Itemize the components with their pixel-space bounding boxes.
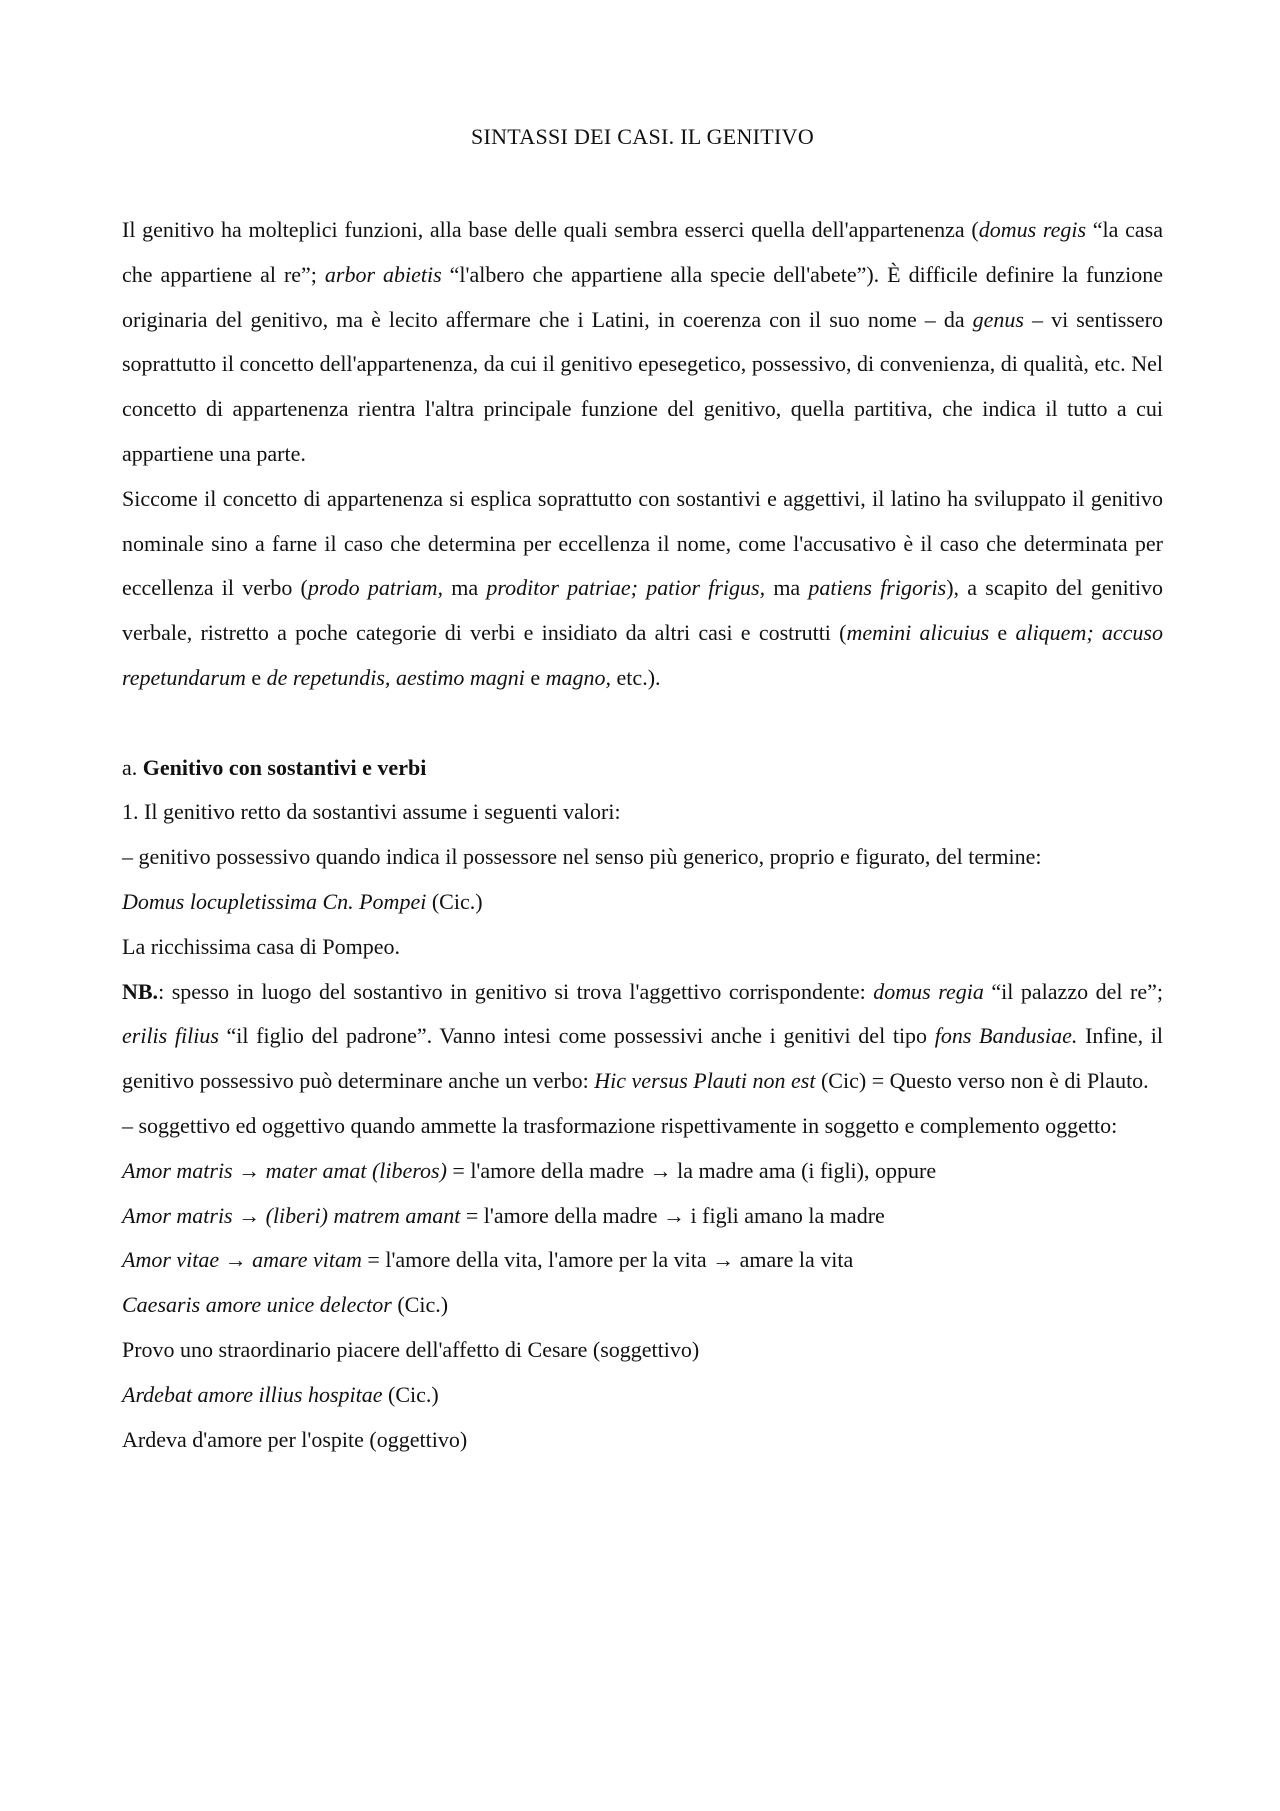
italian-translation: Ardeva d'amore per l'ospite (oggettivo)	[122, 1426, 468, 1452]
italian-translation: La ricchissima casa di Pompeo.	[122, 933, 400, 959]
possessive-definition: – genitivo possessivo quando indica il possessore nel senso più generico, proprio e figurato, del termine:	[122, 844, 1042, 870]
numbered-item: 1. Il genitivo retto da sostantivi assume i seguenti valori:	[122, 799, 621, 825]
section-heading: a. Genitivo con sostantivi e verbi	[122, 754, 427, 780]
italian-translation: Provo uno straordinario piacere dell'affetto di Cesare (soggettivo)	[122, 1336, 700, 1362]
intro-paragraph-2: Siccome il concetto di appartenenza si esplica soprattutto con sostantivi e aggettivi, il latino ha sviluppato il genitivo nominale sino a farne il caso che determina per eccellenza il nome, come l'accusativo è il caso che determinata per eccellenza il verbo (prodo patriam, ma proditor patriae; patior frigus, ma patiens frigoris), a scapito del genitivo verbale, ristretto a poche categorie di verbi e insidiato da altri casi e costrutti (memini alicuius e aliquem; accuso repetundarum e de repetundis, aestimo magni e magno, etc.).	[122, 485, 1163, 690]
latin-example: Ardebat amore illius hospitae (Cic.)	[122, 1381, 439, 1407]
page-title: SINTASSI DEI CASI. IL GENITIVO	[470, 124, 815, 149]
spacer	[122, 701, 1163, 746]
transformation-example: Amor matris → mater amat (liberos) = l'amore della madre → la madre ama (i figli), oppure	[122, 1157, 937, 1183]
latin-example: Domus locupletissima Cn. Pompei (Cic.)	[122, 888, 483, 914]
document-body	[122, 208, 1163, 1462]
transformation-example: Amor matris → (liberi) matrem amant = l'amore della madre → i figli amano la madre	[122, 1202, 885, 1228]
intro-paragraph-1: Il genitivo ha molteplici funzioni, alla base delle quali sembra esserci quella dell'appartenenza (domus regis “la casa che appartiene al re”; arbor abietis “l'albero che appartiene alla specie dell'abete”). È difficile definire la funzione originaria del genitivo, ma è lecito affermare che i Latini, in coerenza con il suo nome – da genus – vi sentissero soprattutto il concetto dell'appartenenza, da cui il genitivo epesegetico, possessivo, di convenienza, di qualità, etc. Nel concetto di appartenenza rientra l'altra principale funzione del genitivo, quella partitiva, che indica il tutto a cui appartiene una parte.	[122, 217, 1163, 466]
nb-note: NB.: spesso in luogo del sostantivo in genitivo si trova l'aggettivo corrispondente: domus regia “il palazzo del re”; erilis filius “il figlio del padrone”. Vanno intesi come possessivi anche i genitivi del tipo fons Bandusiae. Infine, il genitivo possessivo può determinare anche un verbo: Hic versus Plauti non est (Cic) = Questo verso non è di Plauto.	[122, 978, 1164, 1094]
latin-example: Caesaris amore unice delector (Cic.)	[122, 1292, 449, 1318]
transformation-example: Amor vitae → amare vitam = l'amore della vita, l'amore per la vita → amare la vita	[122, 1247, 854, 1273]
subjective-objective-definition: – soggettivo ed oggettivo quando ammette la trasformazione rispettivamente in soggetto e complemento oggetto:	[122, 1112, 1118, 1138]
